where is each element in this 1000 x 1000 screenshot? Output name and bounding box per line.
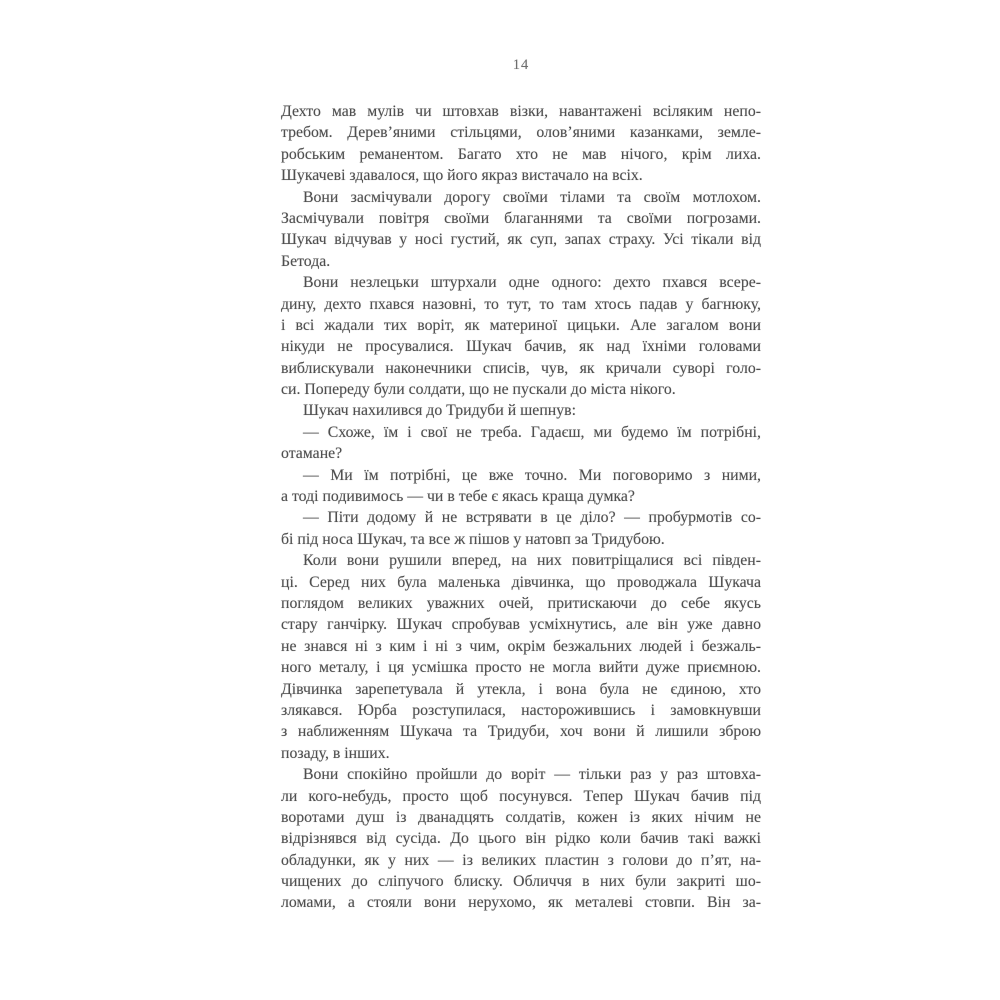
text-line: отамане? [281,445,343,463]
text-line: обладунки, як у них — із великих пластин з голови до п’ят, на- [281,851,761,869]
text-line: а тоді подивимось — чи в тебе є якась краща думка? [281,488,635,506]
text-line: бі під носа Шукач, та все ж пішов у натовп за Тридубою. [281,530,665,548]
text-line: — Піти додому й не встрявати в це діло? — пробурмотів со- [303,509,761,527]
text-line: — Ми їм потрібні, це вже точно. Ми поговоримо з ними, [303,466,761,484]
text-line: ломами, а стояли вони нерухомо, як металеві стовпи. Він за- [281,894,761,912]
paragraph [281,101,761,187]
text-line: ли кого-небудь, просто щоб посунувся. Тепер Шукач бачив під [281,787,761,805]
text-line: злякався. Юрба розступилася, насторожившись і замовкнувши [281,701,761,719]
page-text [281,101,761,914]
text-line: робським реманентом. Багато хто не мав нічого, крім лиха. [281,145,761,163]
text-line: дину, дехто пхався назовні, то тут, то там хтось падав у багнюку, [281,295,761,313]
text-line: поглядом великих уважних очей, притискаючи до себе якусь [281,594,761,612]
text-line: відрізнявся від сусіда. До цього він рідко коли бачив такі важкі [281,830,761,848]
text-line: требом. Дерев’яними стільцями, олов’яними казанками, земле- [281,124,761,142]
text-line: Вони засмічували дорогу своїми тілами та своїм мотлохом. [303,188,761,206]
paragraph [281,400,761,421]
paragraph [281,272,761,400]
text-line: чищених до сліпучого блиску. Обличчя в них були закриті шо- [281,873,761,891]
paragraph [281,764,761,914]
paragraph [281,507,761,550]
text-line: Шукач нахилився до Тридуби й шепнув: [303,402,576,420]
text-line: Шукачеві здавалося, що його якраз вистачало на всіх. [281,167,643,185]
text-line: Вони незлецьки штурхали одне одного: дехто пхався всере- [303,274,761,292]
text-line: си. Попереду були солдати, що не пускали до міста нікого. [281,381,676,399]
paragraph [281,465,761,508]
paragraph [281,550,761,764]
paragraph [281,187,761,273]
text-line: ного металу, і ця усмішка просто не могла вийти дуже приємною. [281,659,761,677]
text-line: — Схоже, їм і свої не треба. Гадаєш, ми будемо їм потрібні, [303,423,761,441]
text-line: Дехто мав мулів чи штовхав візки, навантажені всіляким непо- [281,103,761,120]
page-number: 14 [512,57,530,73]
text-line: і всі жадали тих воріт, як материної цицьки. Але загалом вони [281,316,761,334]
text-line: виблискували наконечники списів, чув, як кричали суворі голо- [281,359,761,377]
text-line: Дівчинка зарепетувала й утекла, і вона була не єдиною, хто [281,680,761,698]
text-line: нікуди не просувалися. Шукач бачив, як над їхніми головами [281,338,761,356]
text-line: ці. Серед них була маленька дівчинка, що проводжала Шукача [281,573,761,591]
text-line: Засмічували повітря своїми благаннями та своїми погрозами. [281,209,761,227]
paragraph [281,422,761,465]
text-line: Шукач відчував у носі густий, як суп, запах страху. Усі тікали від [281,231,761,249]
text-line: воротами душ із дванадцять солдатів, кожен із яких нічим не [281,808,761,826]
text-line: Вони спокійно пройшли до воріт — тільки раз у раз штовха- [303,766,761,784]
text-line: Бетода. [281,252,331,270]
text-line: не знався ні з ким і ні з чим, окрім безжальних людей і безжаль- [281,637,761,655]
text-line: позаду, в інших. [281,744,390,762]
text-line: з наближенням Шукача та Тридуби, хоч вони й лишили зброю [281,723,761,741]
text-line: Коли вони рушили вперед, на них повитріщалися всі півден- [303,552,761,570]
text-line: стару ганчірку. Шукач спробував усміхнутись, але він уже давно [281,616,761,634]
